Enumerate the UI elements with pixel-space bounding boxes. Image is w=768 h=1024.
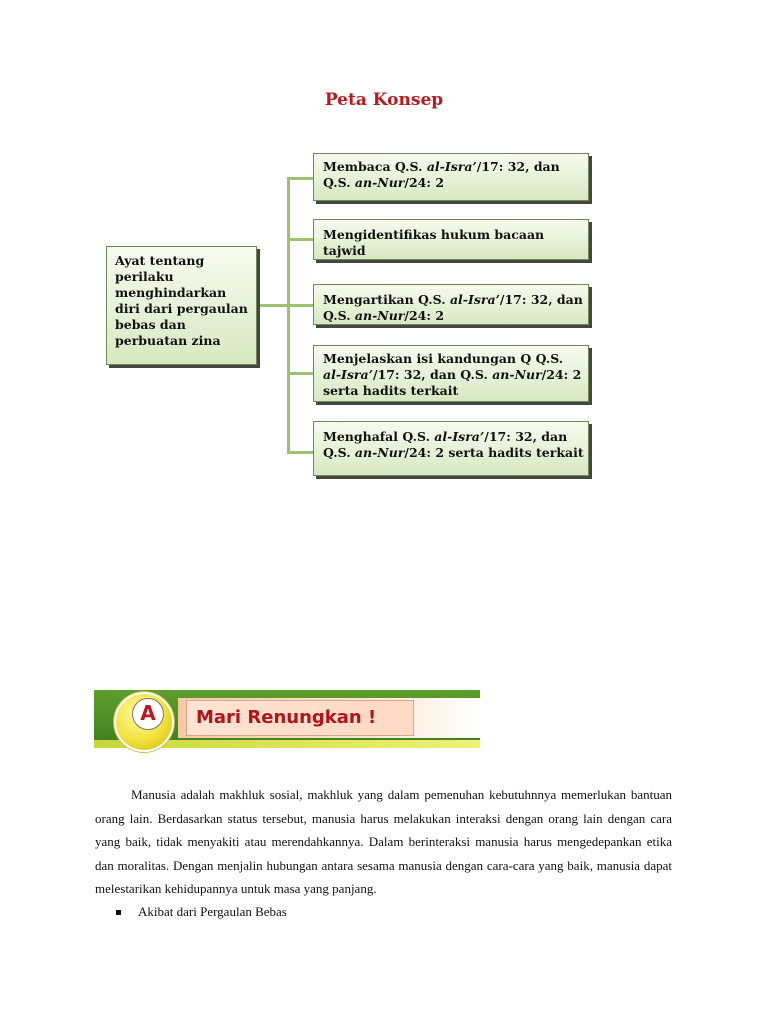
branch-line: Q.S. an-Nur/24: 2	[323, 175, 445, 190]
concept-branch-3	[313, 284, 589, 325]
connector-branch-2	[287, 238, 313, 241]
section-banner	[94, 690, 480, 750]
concept-branch-5	[313, 421, 589, 476]
branch-line: Membaca Q.S. al-Isra’/17: 32, dan	[323, 159, 560, 174]
branch-line: serta hadits terkait	[323, 383, 459, 398]
connector-branch-4	[287, 372, 313, 375]
section-circle-icon	[114, 692, 174, 752]
branch-line: tajwid	[323, 243, 366, 258]
connector-trunk	[287, 177, 290, 454]
connector-branch-5	[287, 451, 313, 454]
branch-line: Mengidentifikas hukum bacaan	[323, 227, 545, 242]
root-line: perbuatan zina	[115, 333, 221, 348]
concept-branch-4	[313, 345, 589, 402]
branch-line: Mengartikan Q.S. al-Isra’/17: 32, dan	[323, 292, 583, 307]
branch-line: Menghafal Q.S. al-Isra’/17: 32, dan	[323, 429, 568, 444]
page-title: Peta Konsep	[324, 90, 444, 110]
root-line: menghindarkan	[115, 285, 227, 300]
bullet-item	[116, 904, 287, 920]
bullet-square-icon	[116, 910, 121, 915]
bullet-text: Akibat dari Pergaulan Bebas	[138, 904, 287, 919]
connector-branch-3	[287, 304, 313, 307]
body-paragraph: Manusia adalah makhluk sosial, makhluk yang dalam pemenuhan kebutuhnnya memerlukan bantuan orang lain. Berdasarkan status tersebut, manusia harus melakukan interaksi dengan orang lain dengan cara yang baik, tidak menyakiti atau merendahkannya. Dalam berinteraksi manusia harus mengedepankan etika dan moralitas. Dengan menjalin hubungan antara sesama manusia dengan cara-cara yang baik, manusia dapat melestarikan kehidupannya untuk masa yang panjang.	[95, 787, 672, 896]
branch-line: Q.S. an-Nur/24: 2	[323, 308, 445, 323]
root-line: diri dari pergaulan	[115, 301, 248, 316]
branch-line: Q.S. an-Nur/24: 2 serta hadits terkait	[323, 445, 584, 460]
root-line: perilaku	[115, 269, 174, 284]
concept-root-box	[106, 246, 257, 365]
branch-line: Menjelaskan isi kandungan Q Q.S.	[323, 351, 564, 366]
branch-line: al-Isra’/17: 32, dan Q.S. an-Nur/24: 2	[323, 367, 582, 382]
connector-root	[257, 304, 289, 307]
concept-branch-1	[313, 153, 589, 201]
section-heading: Mari Renungkan !	[186, 700, 414, 736]
concept-branch-2	[313, 219, 589, 260]
connector-branch-1	[287, 177, 313, 180]
root-line: bebas dan	[115, 317, 186, 332]
root-line: Ayat tentang	[115, 253, 205, 268]
section-letter: A	[132, 698, 164, 730]
